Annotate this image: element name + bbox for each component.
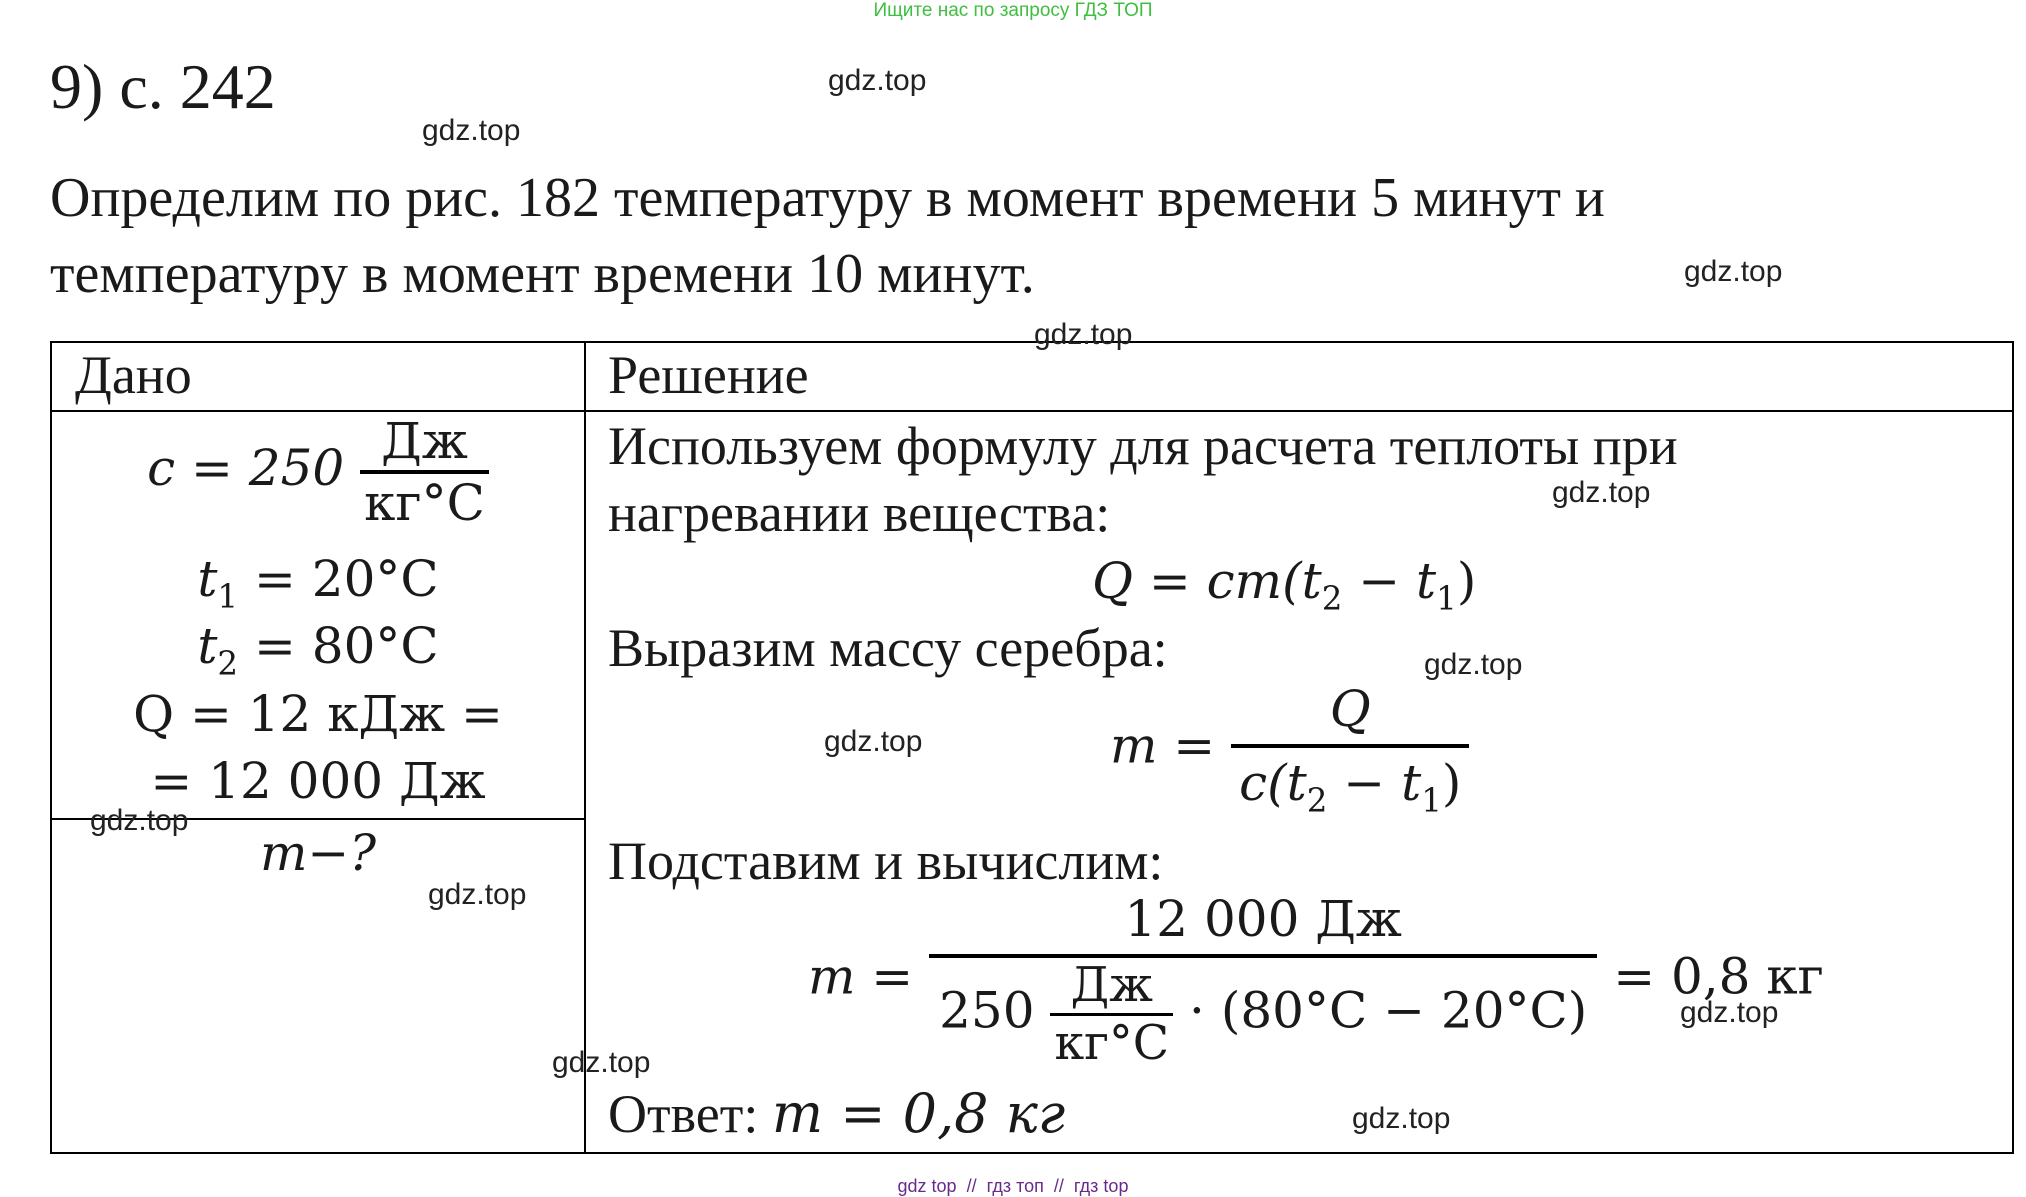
- task-number-heading: 9) с. 242: [50, 51, 276, 122]
- given-header: Дано: [75, 345, 192, 405]
- heat-formula-a: Q = cm(t: [1092, 552, 1322, 610]
- calc-result: = 0,8 кг: [1613, 947, 1824, 1006]
- calc-fraction: [929, 890, 1597, 1071]
- calc-den-unit-num: Дж: [1070, 958, 1153, 1013]
- watermark: gdz.top: [1352, 1102, 1451, 1135]
- given-t1-sub: 1: [217, 577, 239, 616]
- calc-den-temp: · (80°C − 20°C): [1189, 981, 1588, 1040]
- mass-formula: [1110, 680, 1469, 819]
- heat-formula: [1092, 552, 1476, 617]
- given-t2: [52, 617, 584, 682]
- solution-text-1-line-1: Используем формулу для расчета теплоты при: [608, 416, 1678, 476]
- footer-links: [0, 1176, 2026, 1197]
- footer-part-3: гдз top: [1073, 1176, 1129, 1196]
- table-top-border: [50, 341, 2014, 343]
- heat-formula-c: ): [1456, 552, 1477, 610]
- given-t1: [52, 550, 584, 615]
- answer: [608, 1082, 1065, 1145]
- answer-label: Ответ:: [608, 1084, 772, 1144]
- given-c-unit-num: Дж: [381, 412, 468, 470]
- heat-formula-b: − t: [1342, 552, 1437, 610]
- watermark: gdz.top: [828, 64, 927, 97]
- given-t1-rhs: = 20°C: [238, 550, 439, 608]
- find-mass-text: m−?: [259, 824, 377, 882]
- given-q-line-2: = 12 000 Дж: [150, 752, 486, 810]
- table-right-border: [2012, 341, 2014, 1154]
- calculation: [808, 890, 1824, 1071]
- calc-den: [929, 954, 1597, 1071]
- calc-lhs: m =: [808, 947, 914, 1006]
- mass-formula-den: $c(t_2 - t_1)$: [1231, 744, 1469, 819]
- heat-formula-sub1: 1: [1436, 579, 1457, 618]
- watermark: gdz.top: [90, 804, 189, 837]
- calc-num: 12 000 Дж: [1124, 890, 1402, 948]
- solution-text-3: Подставим и вычислим:: [608, 831, 1164, 891]
- footer-sep: //: [1053, 1176, 1064, 1196]
- search-banner: Ищите нас по запросу ГДЗ ТОП: [873, 0, 1153, 21]
- watermark: gdz.top: [422, 114, 521, 147]
- heat-formula-sub2: 2: [1321, 579, 1343, 618]
- given-c-lhs: c = 250: [147, 439, 345, 497]
- mass-formula-lhs: m =: [1110, 716, 1216, 775]
- mass-formula-num: Q: [1329, 680, 1371, 738]
- given-t2-var: t: [197, 617, 218, 675]
- answer-value: m = 0,8 кг: [771, 1082, 1066, 1145]
- given-c-unit-den: кг°C: [360, 470, 489, 532]
- intro-line-2: температуру в момент времени 10 минут.: [50, 243, 1035, 305]
- footer-part-2: гдз топ: [986, 1176, 1044, 1196]
- watermark: gdz.top: [824, 725, 923, 758]
- table-column-divider: [584, 341, 586, 1154]
- given-t2-rhs: = 80°C: [238, 617, 439, 675]
- solution-text-1-line-2: нагревании вещества:: [608, 483, 1111, 543]
- watermark: gdz.top: [552, 1046, 651, 1079]
- watermark: gdz.top: [1034, 318, 1133, 351]
- watermark: gdz.top: [1552, 476, 1651, 509]
- given-c-unit-fraction: [360, 412, 489, 532]
- watermark: gdz.top: [1680, 996, 1779, 1029]
- table-bottom-border: [50, 1152, 2014, 1154]
- calc-den-unit-den: кг°C: [1050, 1013, 1173, 1071]
- footer-part-1: gdz top: [897, 1176, 957, 1196]
- solution-text-2: Выразим массу серебра:: [608, 618, 1168, 678]
- mass-formula-fraction: [1231, 680, 1469, 819]
- given-t2-sub: 2: [217, 644, 239, 683]
- watermark: gdz.top: [1424, 648, 1523, 681]
- calc-den-value: 250: [939, 981, 1035, 1040]
- intro-paragraph: [50, 160, 1605, 312]
- intro-line-1: Определим по рис. 182 температуру в момент времени 5 минут и: [50, 167, 1605, 229]
- watermark: gdz.top: [1684, 255, 1783, 288]
- given-specific-heat: [52, 412, 584, 532]
- watermark: gdz.top: [428, 878, 527, 911]
- given-t1-var: t: [197, 550, 218, 608]
- solution-header: Решение: [608, 345, 809, 405]
- calc-den-unit: [1050, 958, 1173, 1071]
- given-q-line-1: Q = 12 кДж =: [133, 685, 503, 743]
- footer-sep: //: [966, 1176, 977, 1196]
